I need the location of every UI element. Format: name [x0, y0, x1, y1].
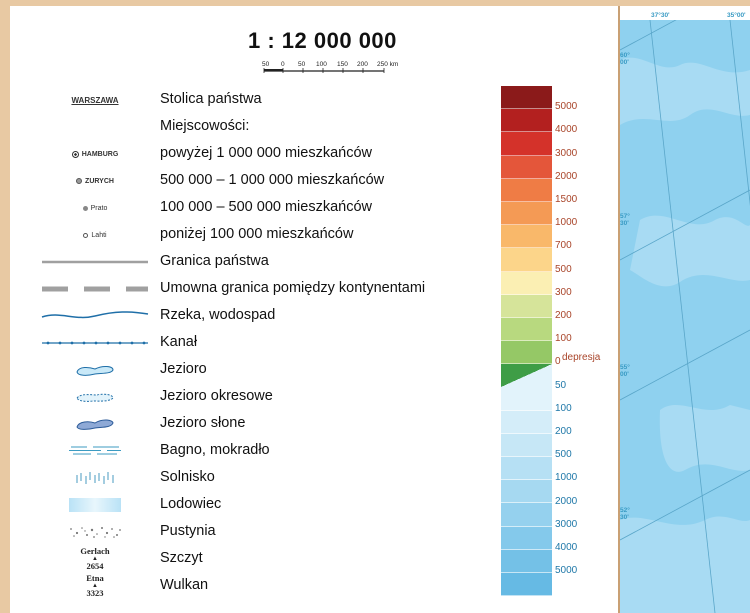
longitude-label: 35°00': [727, 12, 746, 19]
legend-capital: [10, 88, 490, 112]
legend-label: Solnisko: [160, 469, 215, 485]
legend-swamp: [10, 439, 490, 463]
elevation-value-label: 200: [555, 310, 572, 321]
legend-peak: [10, 547, 490, 571]
bathymetry-band: [501, 527, 552, 550]
volcano-icon: ▲: [92, 583, 98, 589]
legend-city-100k: [10, 196, 490, 220]
salt-flat-icon: [32, 466, 158, 490]
elevation-band: [501, 341, 552, 364]
scale-bar: [260, 59, 420, 79]
legend-label: Granica państwa: [160, 253, 269, 269]
depth-value-label: 200: [555, 426, 572, 437]
legend-label: Miejscowości:: [160, 118, 250, 134]
elevation-value-label: 5000: [555, 101, 578, 113]
legend-label: Jezioro: [160, 361, 207, 377]
depression-band: [501, 364, 552, 387]
depth-value-label: 3000: [555, 518, 578, 530]
legend-label: powyżej 1 000 000 mieszkańców: [160, 145, 372, 161]
latitude-label: 60° 00': [620, 52, 630, 66]
depth-value-label: 1000: [555, 472, 578, 484]
depth-value-label: 50: [555, 379, 567, 391]
elevation-band: [501, 295, 552, 318]
depression-label: depresja: [562, 352, 601, 364]
capital-symbol: WARSZAWA: [71, 95, 119, 105]
lake-icon: [32, 358, 158, 382]
city-small-symbol: Lahti: [32, 223, 158, 247]
bathymetry-band: [501, 434, 552, 457]
salt-lake-icon: [32, 412, 158, 436]
legend-desert: [10, 520, 490, 544]
scale-tick-label: 0: [281, 61, 285, 68]
elevation-band: [501, 86, 552, 109]
bathymetry-band: [501, 457, 552, 480]
legend-label: Jezioro okresowe: [160, 388, 273, 404]
city-100k-symbol: Prato: [32, 196, 158, 220]
elevation-value-label: 1500: [555, 194, 578, 205]
legend-label: Jezioro słone: [160, 415, 246, 431]
legend-label: 100 000 – 500 000 mieszkańców: [160, 199, 373, 215]
city-1m-symbol: HAMBURG: [32, 142, 158, 166]
elevation-colorbar: [501, 86, 552, 596]
legend-volcano: [10, 574, 490, 598]
latitude-label: 55° 00': [620, 364, 630, 378]
border-line-icon: [32, 250, 158, 274]
peak-triangle-icon: ▲: [92, 556, 98, 562]
elevation-band: [501, 132, 552, 155]
city-500k-symbol: ZURYCH: [32, 169, 158, 193]
legend-border: [10, 250, 490, 274]
legend-glacier: [10, 493, 490, 517]
elevation-value-label: 300: [555, 286, 572, 298]
elevation-band: [501, 318, 552, 341]
legend-city-small: [10, 223, 490, 247]
legend-river: [10, 304, 490, 328]
bathymetry-band: [501, 411, 552, 434]
elevation-band: [501, 202, 552, 225]
elevation-value-label: 2000: [555, 170, 578, 182]
map-area: [620, 20, 750, 613]
city-dot-icon: [83, 233, 88, 238]
latitude-label: 52° 30': [620, 507, 630, 521]
glacier-icon: [32, 493, 158, 517]
legend-label: Rzeka, wodospad: [160, 307, 276, 323]
river-icon: [32, 304, 158, 328]
depth-value-label: 2000: [555, 495, 578, 507]
legend-continent-border: [10, 277, 490, 301]
volcano-symbol: Etna ▲ 3323: [86, 573, 104, 598]
elevation-value-label: 4000: [555, 124, 578, 136]
legend-salt-flat: [10, 466, 490, 490]
swamp-icon: [32, 439, 158, 463]
legend-city-1m: [10, 142, 490, 166]
legend-label: 500 000 – 1 000 000 mieszkańców: [160, 172, 385, 188]
legend-label: Umowna granica pomiędzy kontynentami: [160, 280, 426, 296]
seasonal-lake-icon: [32, 385, 158, 409]
elevation-value-label: 0: [555, 356, 561, 368]
city-dot-icon: [76, 178, 82, 184]
legend-label: Stolica państwa: [160, 91, 262, 107]
legend-salt-lake: [10, 412, 490, 436]
scale-tick-label: 250 km: [377, 61, 399, 68]
scale-tick-label: 200: [357, 61, 368, 68]
canal-icon: [32, 331, 158, 355]
legend-city-500k: [10, 169, 490, 193]
elevation-value-label: 700: [555, 240, 572, 252]
legend-label: Szczyt: [160, 550, 203, 566]
city-dot-icon: [83, 206, 88, 211]
latitude-label: 57° 30': [620, 213, 630, 227]
depth-value-label: 5000: [555, 565, 578, 577]
bathymetry-band: [501, 573, 552, 596]
legend-label: poniżej 100 000 mieszkańców: [160, 226, 354, 242]
city-dot-icon: [72, 151, 79, 158]
elevation-band: [501, 109, 552, 132]
legend-label: Bagno, mokradło: [160, 442, 270, 458]
scale-tick-label: 50: [298, 61, 306, 68]
scale-tick-label: 100: [316, 61, 327, 68]
scale-tick-label: 50: [262, 61, 270, 68]
legend-label: Kanał: [160, 334, 198, 350]
elevation-value-label: 500: [555, 263, 572, 275]
continent-border-icon: [32, 277, 158, 301]
legend-seasonal-lake: [10, 385, 490, 409]
elevation-band: [501, 156, 552, 179]
legend-canal: [10, 331, 490, 355]
legend-lake: [10, 358, 490, 382]
scale-tick-label: 150: [337, 61, 348, 68]
elevation-value-label: 3000: [555, 147, 578, 159]
elevation-value-label: 100: [555, 333, 572, 345]
peak-symbol: Gerlach ▲ 2654: [80, 546, 110, 571]
elevation-band: [501, 272, 552, 295]
depth-value-label: 4000: [555, 542, 578, 553]
legend-towns-header: [10, 115, 490, 139]
longitude-label: 37°30': [651, 12, 670, 19]
bathymetry-band: [501, 503, 552, 526]
elevation-band: [501, 248, 552, 271]
legend-label: Lodowiec: [160, 496, 222, 512]
bathymetry-band: [501, 387, 552, 410]
elevation-band: [501, 225, 552, 248]
elevation-value-label: 1000: [555, 217, 578, 229]
elevation-band: [501, 179, 552, 202]
desert-icon: [32, 520, 158, 544]
legend-label: Pustynia: [160, 523, 216, 539]
scale-title: 1 : 12 000 000: [248, 28, 397, 53]
depth-value-label: 100: [555, 402, 572, 414]
depth-value-label: 500: [555, 449, 572, 461]
bathymetry-band: [501, 550, 552, 573]
bathymetry-band: [501, 480, 552, 503]
legend-label: Wulkan: [160, 577, 209, 593]
